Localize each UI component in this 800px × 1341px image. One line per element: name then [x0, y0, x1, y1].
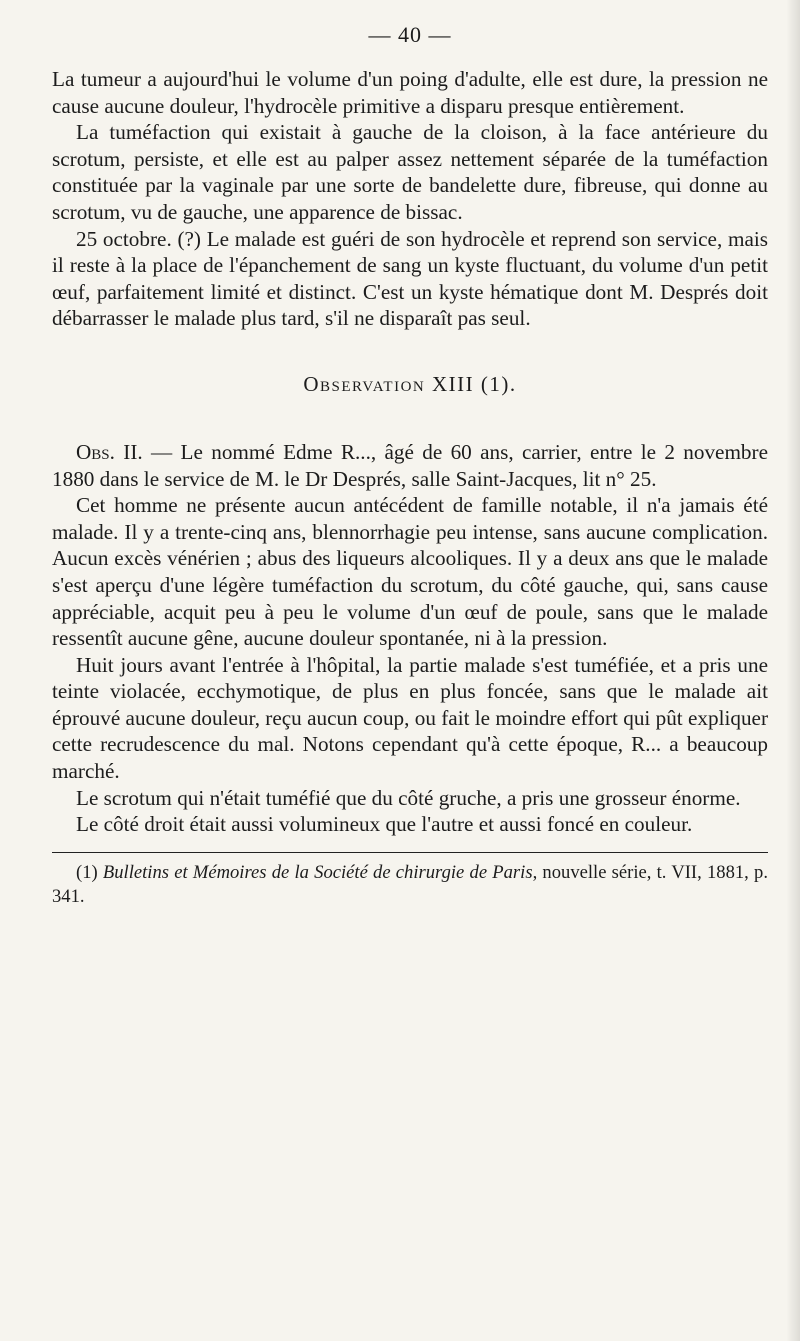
footnote — [52, 861, 768, 909]
observation-history: Cet homme ne présente aucun antécédent de famille notable, il n'a jamais été malade. Il y a trente-cinq ans, blennorrhagie peu intense, sans aucune complication. Aucun excès vénérien ; abus des liqueurs alcooliques. Il y a deux ans que le malade s'est aperçu d'une légère tuméfaction du scrotum, du côté gauche, qui, sans cause appréciable, acquit peu à peu le volume d'un œuf de poule, sans que le malade ressentît aucune gêne, aucune douleur spontanée, ni à la pression. — [52, 493, 768, 651]
page-number: — 40 — — [368, 22, 452, 47]
observation-scrotum-right: Le côté droit était aussi volumineux que l'autre et aussi foncé en couleur. — [76, 812, 693, 837]
observation-intro — [52, 439, 768, 492]
footnote-divider — [52, 852, 768, 853]
page-content — [52, 22, 768, 909]
footnote-marker: (1) — [76, 861, 103, 883]
paragraph-tumefaction: La tuméfaction qui existait à gauche de la cloison, à la face antérieure du scrotum, persiste, et elle est au palper assez nettement séparée de la tuméfaction constituée par la vaginale par une sorte de bandelette dure, fibreuse, qui donne au scrotum, vu de gauche, une apparence de bissac. — [52, 120, 768, 224]
page-edge-shadow — [786, 0, 800, 1341]
observation-scrotum-left: Le scrotum qui n'était tuméfié que du côté gruche, a pris une grosseur énorme. — [76, 785, 741, 810]
footnote-reference: , nouvelle série, t. VII, 1881, p. 341. — [52, 861, 768, 907]
observation-intro-text: — Le nommé Edme R..., âgé de 60 ans, carrier, entre le 2 novembre 1880 dans le service de M. le Dr Després, salle Saint-Jacques, lit n° 25. — [52, 439, 768, 491]
observation-eight-days: Huit jours avant l'entrée à l'hôpital, la partie malade s'est tuméfiée, et a pris une teinte violacée, ecchymotique, de plus en plus foncée, sans que le malade ait éprouvé aucune douleur, reçu aucun coup, ou fait le moindre effort qui pût expliquer cette recrudescence du mal. Notons cependant qu'à cette époque, R... a beaucoup marché. — [52, 652, 768, 784]
observation-heading: Observation XIII (1). — [303, 371, 517, 396]
footnote-journal-title: Bulletins et Mémoires de la Société de chirurgie de Paris — [102, 861, 533, 883]
observation-label: Obs. II. — [76, 439, 143, 464]
paragraph-october-25: 25 octobre. (?) Le malade est guéri de son hydrocèle et reprend son service, mais il reste à la place de l'épanchement de sang un kyste fluctuant, du volume d'un petit œuf, parfaitement limité et distinct. C'est un kyste hématique dont M. Després doit débarrasser le malade plus tard, s'il ne disparaît pas seul. — [52, 226, 768, 331]
paragraph-tumor-volume: La tumeur a aujourd'hui le volume d'un poing d'adulte, elle est dure, la pression ne cause aucune douleur, l'hydrocèle primitive a disparu presque entièrement. — [52, 67, 768, 118]
